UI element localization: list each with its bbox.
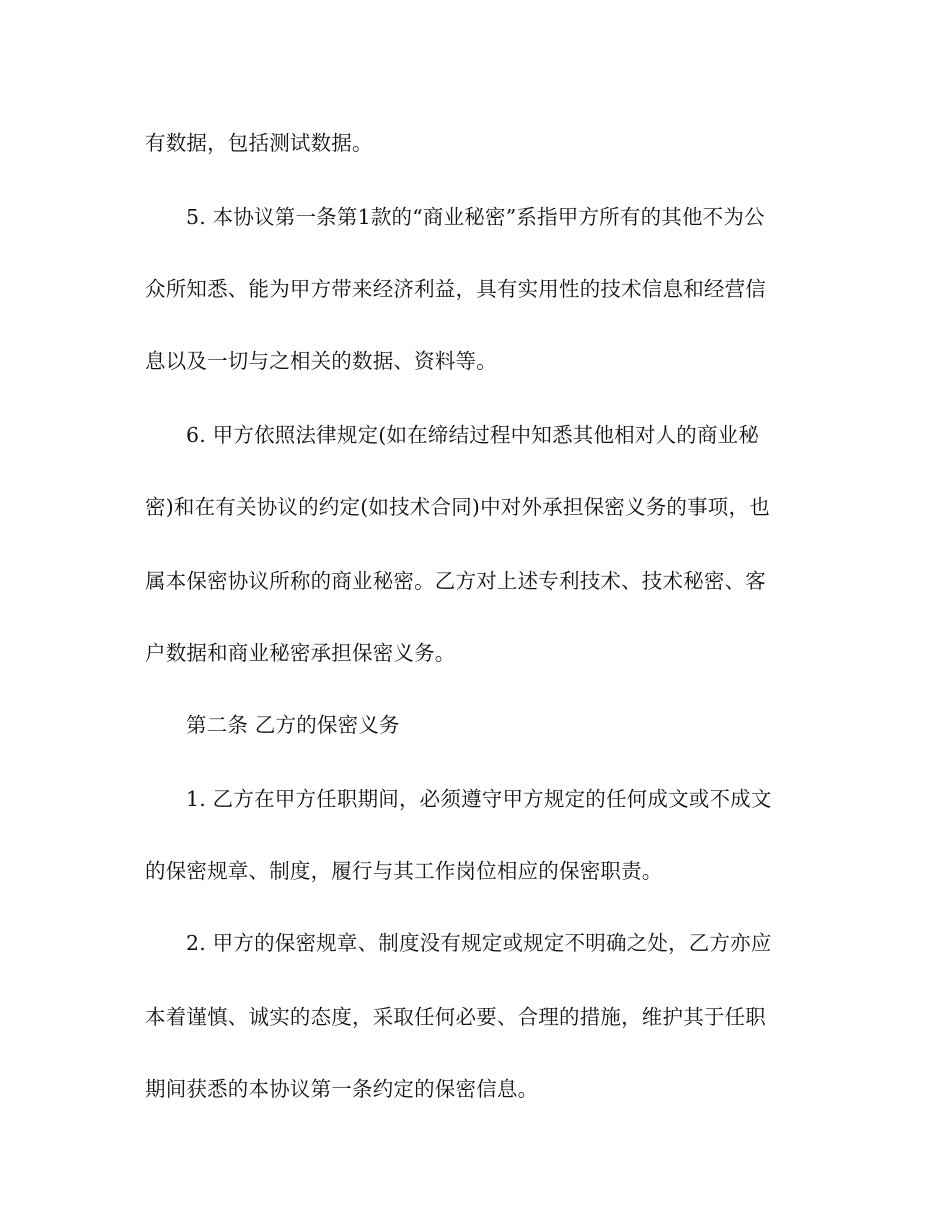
text-line: 密)和在有关协议的约定(如技术合同)中对外承担保密义务的事项，也 bbox=[145, 495, 770, 519]
clause-5-line: 5. 本协议第一条第1款的“商业秘密”系指甲方所有的其他不为公 bbox=[186, 205, 765, 229]
text-line: 户数据和商业秘密承担保密义务。 bbox=[145, 641, 456, 665]
text-line: 众所知悉、能为甲方带来经济利益，具有实用性的技术信息和经营信 bbox=[145, 277, 766, 301]
text-line: 的保密规章、制度，履行与其工作岗位相应的保密职责。 bbox=[145, 859, 663, 883]
section-heading: 第二条 乙方的保密义务 bbox=[186, 713, 400, 737]
text-line: 属本保密协议所称的商业秘密。乙方对上述专利技术、技术秘密、客 bbox=[145, 569, 766, 593]
clause-1-line: 1. 乙方在甲方任职期间，必须遵守甲方规定的任何成文或不成文 bbox=[186, 787, 772, 811]
text-line: 期间获悉的本协议第一条约定的保密信息。 bbox=[145, 1077, 539, 1101]
text-line: 有数据，包括测试数据。 bbox=[145, 131, 373, 155]
text-line: 息以及一切与之相关的数据、资料等。 bbox=[145, 349, 497, 373]
clause-6-line: 6. 甲方依照法律规定(如在缔结过程中知悉其他相对人的商业秘 bbox=[186, 423, 760, 447]
clause-2-line: 2. 甲方的保密规章、制度没有规定或规定不明确之处，乙方亦应 bbox=[186, 931, 772, 955]
text-line: 本着谨慎、诚实的态度，采取任何必要、合理的措施，维护其于任职 bbox=[145, 1005, 766, 1029]
